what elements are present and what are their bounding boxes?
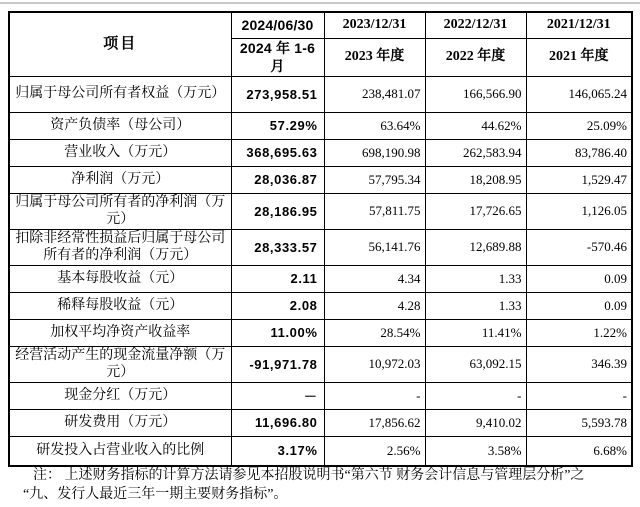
value-cell: 63.64% bbox=[324, 112, 425, 139]
value-cell: 4.28 bbox=[324, 292, 425, 319]
top-divider-line bbox=[0, 2, 640, 4]
value-cell: 44.62% bbox=[425, 112, 526, 139]
value-cell: 28,036.87 bbox=[231, 166, 324, 193]
value-cell: 28.54% bbox=[324, 319, 425, 346]
value-cell: 11.41% bbox=[425, 319, 526, 346]
column-header-period-2022: 2022 年度 bbox=[425, 38, 526, 76]
footnote-line-1: 注： 上述财务指标的计算方法请参见本招股说明书“第六节 财务会计信息与管理层分析”之 bbox=[33, 468, 585, 483]
column-header-date-2022: 2022/12/31 bbox=[425, 12, 526, 38]
value-cell: 262,583.94 bbox=[425, 139, 526, 166]
row-label: 加权平均净资产收益率 bbox=[9, 319, 231, 346]
value-cell: 5,593.78 bbox=[526, 409, 632, 436]
column-header-period-2023: 2023 年度 bbox=[324, 38, 425, 76]
value-cell: 2.08 bbox=[231, 292, 324, 319]
value-cell: 273,958.51 bbox=[231, 76, 324, 112]
value-cell: 28,186.95 bbox=[231, 193, 324, 229]
value-cell: - bbox=[526, 382, 632, 409]
value-cell: 57,811.75 bbox=[324, 193, 425, 229]
table-row bbox=[9, 166, 632, 193]
table-row bbox=[9, 292, 632, 319]
table-row bbox=[9, 436, 632, 466]
table-header bbox=[9, 12, 632, 76]
row-label: 营业收入（万元） bbox=[9, 139, 231, 166]
value-cell: - bbox=[324, 382, 425, 409]
value-cell: -91,971.78 bbox=[231, 346, 324, 382]
table-row bbox=[9, 229, 632, 265]
column-header-date-2021: 2021/12/31 bbox=[526, 12, 632, 38]
table-row bbox=[9, 382, 632, 409]
value-cell: 346.39 bbox=[526, 346, 632, 382]
value-cell: - bbox=[425, 382, 526, 409]
row-label: 资产负债率（母公司） bbox=[9, 112, 231, 139]
table-row bbox=[9, 139, 632, 166]
value-cell: 2.56% bbox=[324, 436, 425, 466]
table-row bbox=[9, 319, 632, 346]
value-cell: 0.09 bbox=[526, 292, 632, 319]
row-label: 研发投入占营业收入的比例 bbox=[9, 436, 231, 466]
table-body bbox=[9, 76, 632, 466]
value-cell: 166,566.90 bbox=[425, 76, 526, 112]
value-cell: 1,529.47 bbox=[526, 166, 632, 193]
column-header-period-2021: 2021 年度 bbox=[526, 38, 632, 76]
value-cell: 63,092.15 bbox=[425, 346, 526, 382]
value-cell: 2.11 bbox=[231, 265, 324, 292]
value-cell: 0.09 bbox=[526, 265, 632, 292]
value-cell: 25.09% bbox=[526, 112, 632, 139]
header-row-dates bbox=[9, 12, 632, 38]
value-cell: 57.29% bbox=[231, 112, 324, 139]
row-label: 扣除非经常性损益后归属于母公司所有者的净利润（万元） bbox=[9, 229, 231, 265]
value-cell: 3.17% bbox=[231, 436, 324, 466]
value-cell: 18,208.95 bbox=[425, 166, 526, 193]
row-label: 基本每股收益（元） bbox=[9, 265, 231, 292]
value-cell: 368,695.63 bbox=[231, 139, 324, 166]
value-cell: 12,689.88 bbox=[425, 229, 526, 265]
value-cell: 28,333.57 bbox=[231, 229, 324, 265]
value-cell: 698,190.98 bbox=[324, 139, 425, 166]
row-label: 现金分红（万元） bbox=[9, 382, 231, 409]
table-row bbox=[9, 193, 632, 229]
table-row bbox=[9, 409, 632, 436]
column-header-date-2023: 2023/12/31 bbox=[324, 12, 425, 38]
financial-indicators-table bbox=[8, 11, 633, 467]
value-cell: 146,065.24 bbox=[526, 76, 632, 112]
row-label: 归属于母公司所有者权益（万元） bbox=[9, 76, 231, 112]
value-cell: 1,126.05 bbox=[526, 193, 632, 229]
item-column-header: 项目 bbox=[9, 12, 231, 76]
value-cell: 238,481.07 bbox=[324, 76, 425, 112]
value-cell: 83,786.40 bbox=[526, 139, 632, 166]
value-cell: 56,141.76 bbox=[324, 229, 425, 265]
value-cell: 11.00% bbox=[231, 319, 324, 346]
row-label: 归属于母公司所有者的净利润（万元） bbox=[9, 193, 231, 229]
value-cell: 17,856.62 bbox=[324, 409, 425, 436]
footnote-line-2: “九、发行人最近三年一期主要财务指标”。 bbox=[23, 487, 288, 502]
value-cell: 11,696.80 bbox=[231, 409, 324, 436]
table-row bbox=[9, 346, 632, 382]
value-cell: 3.58% bbox=[425, 436, 526, 466]
row-label: 经营活动产生的现金流量净额（万元） bbox=[9, 346, 231, 382]
value-cell: 1.22% bbox=[526, 319, 632, 346]
row-label: 研发费用（万元） bbox=[9, 409, 231, 436]
value-cell: 1.33 bbox=[425, 292, 526, 319]
table-row bbox=[9, 112, 632, 139]
value-cell: 17,726.65 bbox=[425, 193, 526, 229]
value-cell: 6.68% bbox=[526, 436, 632, 466]
value-cell: 4.34 bbox=[324, 265, 425, 292]
table-row bbox=[9, 265, 632, 292]
value-cell: 1.33 bbox=[425, 265, 526, 292]
row-label: 稀释每股收益（元） bbox=[9, 292, 231, 319]
row-label: 净利润（万元） bbox=[9, 166, 231, 193]
column-header-date-2024: 2024/06/30 bbox=[231, 12, 324, 38]
table-row bbox=[9, 76, 632, 112]
column-header-period-2024: 2024 年 1-6 月 bbox=[231, 38, 324, 76]
value-cell: 9,410.02 bbox=[425, 409, 526, 436]
value-cell: 57,795.34 bbox=[324, 166, 425, 193]
value-cell: -570.46 bbox=[526, 229, 632, 265]
value-cell: － bbox=[231, 382, 324, 409]
footnote bbox=[8, 466, 626, 504]
value-cell: 10,972.03 bbox=[324, 346, 425, 382]
